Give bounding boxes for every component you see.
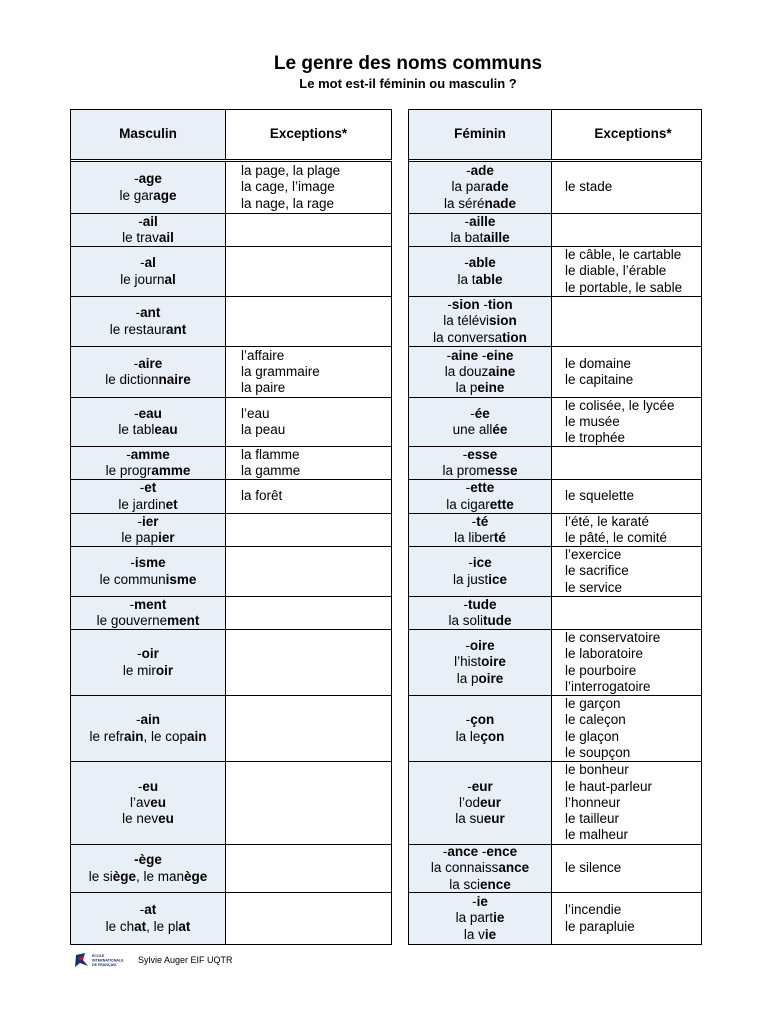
suffix-line: la parade bbox=[451, 179, 509, 195]
suffix-line: la justice bbox=[452, 571, 508, 587]
exception-line: le garçon bbox=[565, 696, 621, 712]
table-row bbox=[409, 597, 702, 630]
suffix-line: le journal bbox=[120, 271, 176, 287]
suffix-cell bbox=[71, 247, 226, 296]
exception-line: le service bbox=[565, 579, 623, 595]
suffix-line: -esse bbox=[462, 447, 498, 462]
table-row bbox=[409, 214, 702, 247]
exception-line: le glaçon bbox=[565, 728, 620, 744]
exceptions-cell bbox=[552, 762, 702, 844]
page-subtitle: Le mot est-il féminin ou masculin ? bbox=[299, 76, 517, 91]
suffix-cell bbox=[71, 214, 226, 246]
suffix-line: la cigarette bbox=[446, 496, 514, 512]
exceptions-cell bbox=[226, 845, 392, 892]
suffix-cell bbox=[409, 845, 552, 892]
table-row bbox=[409, 547, 702, 597]
suffix-line: -ier bbox=[137, 514, 159, 529]
exceptions-cell bbox=[226, 447, 392, 479]
table-row bbox=[71, 547, 392, 597]
suffix-cell bbox=[71, 398, 226, 446]
exception-line: l’incendie bbox=[565, 902, 622, 918]
masculin-table bbox=[70, 109, 392, 945]
suffix-line: le garage bbox=[119, 187, 177, 203]
exceptions-cell bbox=[552, 597, 702, 629]
suffix-line: -oire bbox=[465, 638, 495, 654]
exception-line: l’eau bbox=[241, 405, 270, 421]
table-row bbox=[409, 162, 702, 214]
suffix-line: -eu bbox=[137, 778, 159, 794]
exception-line: la flamme bbox=[241, 447, 300, 462]
suffix-cell bbox=[409, 297, 552, 346]
feminin-table bbox=[408, 109, 702, 945]
suffix-line: -age bbox=[134, 171, 162, 187]
suffix-line: l’histoire bbox=[454, 654, 506, 670]
table-row bbox=[409, 297, 702, 347]
exception-line: la peau bbox=[241, 422, 286, 437]
exceptions-cell bbox=[226, 514, 392, 546]
exception-line: l’été, le karaté bbox=[565, 514, 650, 529]
table-header-row bbox=[409, 110, 702, 162]
exceptions-cell bbox=[552, 162, 702, 213]
suffix-line: -ée bbox=[470, 405, 490, 421]
suffix-line: -tude bbox=[463, 597, 497, 612]
exceptions-cell bbox=[226, 547, 392, 596]
table-row bbox=[409, 696, 702, 762]
exceptions-cell bbox=[226, 247, 392, 296]
exception-line: la paire bbox=[241, 380, 286, 396]
suffix-line: le travail bbox=[122, 230, 174, 245]
suffix-line: -al bbox=[140, 255, 156, 271]
suffix-line: -ain bbox=[135, 712, 160, 728]
exception-line: le squelette bbox=[565, 488, 635, 504]
suffix-cell bbox=[409, 398, 552, 446]
exceptions-cell bbox=[552, 347, 702, 397]
suffix-line: -ance -ence bbox=[442, 845, 518, 860]
table-header-row bbox=[71, 110, 392, 162]
suffix-line: -aine -eine bbox=[446, 347, 514, 363]
suffix-line: la vie bbox=[463, 926, 497, 942]
table-row bbox=[409, 762, 702, 845]
exception-line: l’honneur bbox=[565, 794, 621, 810]
exception-line: le trophée bbox=[565, 430, 626, 446]
suffix-line: la peine bbox=[455, 380, 505, 396]
suffix-line: la télévision bbox=[443, 313, 517, 329]
exception-line: le pourboire bbox=[565, 662, 637, 678]
table-row bbox=[71, 297, 392, 347]
suffix-line: la connaissance bbox=[430, 860, 530, 876]
suffix-cell bbox=[409, 514, 552, 546]
exceptions-cell bbox=[552, 447, 702, 479]
suffix-cell bbox=[71, 162, 226, 213]
exception-line: le domaine bbox=[565, 355, 632, 371]
suffix-line: -aire bbox=[133, 355, 163, 371]
table-row bbox=[71, 893, 392, 945]
suffix-line: la sueur bbox=[455, 811, 505, 827]
exception-line: le diable, l’érable bbox=[565, 263, 667, 279]
header-masculin: Masculin bbox=[71, 110, 226, 159]
exceptions-cell bbox=[552, 214, 702, 246]
exception-line: la page, la plage bbox=[241, 163, 341, 179]
table-row bbox=[409, 630, 702, 696]
exception-line: le câble, le cartable bbox=[565, 247, 682, 263]
table-row bbox=[71, 696, 392, 762]
suffix-line: -oir bbox=[137, 646, 159, 662]
suffix-cell bbox=[71, 514, 226, 546]
suffix-line: le refrain, le copain bbox=[89, 728, 207, 744]
exception-line: le silence bbox=[565, 860, 622, 876]
suffix-line: le communisme bbox=[99, 571, 197, 587]
suffix-cell bbox=[409, 893, 552, 944]
suffix-line: le restaurant bbox=[109, 321, 187, 337]
exceptions-cell bbox=[552, 398, 702, 446]
suffix-cell bbox=[409, 347, 552, 397]
suffix-cell bbox=[71, 630, 226, 695]
exception-line: le conservatoire bbox=[565, 630, 661, 646]
footer bbox=[74, 951, 233, 969]
suffix-cell bbox=[71, 347, 226, 397]
suffix-line: la poire bbox=[456, 670, 504, 686]
suffix-line: la liberté bbox=[454, 530, 506, 545]
table-row bbox=[409, 893, 702, 945]
table-row bbox=[71, 347, 392, 398]
exception-line: le malheur bbox=[565, 827, 629, 843]
suffix-cell bbox=[71, 447, 226, 479]
suffix-cell bbox=[71, 297, 226, 346]
table-row bbox=[409, 845, 702, 893]
suffix-line: -et bbox=[139, 480, 157, 496]
suffix-line: -ment bbox=[129, 597, 167, 612]
logo-line: INTERNATIONALE bbox=[92, 958, 124, 963]
header-exceptions: Exceptions* bbox=[552, 110, 702, 159]
suffix-line: le tableau bbox=[118, 422, 178, 437]
suffix-line: -ie bbox=[472, 894, 488, 910]
exception-line: le caleçon bbox=[565, 712, 626, 728]
table-row bbox=[409, 447, 702, 480]
suffix-line: la bataille bbox=[450, 230, 510, 245]
suffix-line: le neveu bbox=[122, 811, 174, 827]
table-row bbox=[71, 447, 392, 480]
exceptions-cell bbox=[226, 762, 392, 844]
suffix-line: -aille bbox=[464, 214, 496, 229]
exceptions-cell bbox=[226, 347, 392, 397]
exception-line: la gamme bbox=[241, 463, 301, 478]
exceptions-cell bbox=[226, 630, 392, 695]
suffix-line: -ail bbox=[138, 214, 158, 229]
exception-line: l’interrogatoire bbox=[565, 678, 651, 694]
suffix-line: le siège, le manège bbox=[88, 868, 208, 884]
suffix-line: le gouvernement bbox=[96, 613, 200, 628]
table-row bbox=[71, 514, 392, 547]
suffix-line: -sion -tion bbox=[447, 297, 513, 313]
suffix-line: -ice bbox=[468, 555, 492, 571]
exceptions-cell bbox=[552, 893, 702, 944]
suffix-cell bbox=[71, 762, 226, 844]
suffix-line: -eur bbox=[467, 778, 493, 794]
exceptions-cell bbox=[226, 480, 392, 513]
exception-line: le haut-parleur bbox=[565, 778, 653, 794]
suffix-line: -ant bbox=[135, 305, 161, 321]
exceptions-cell bbox=[552, 480, 702, 513]
suffix-line: l’aveu bbox=[129, 794, 167, 810]
table-row bbox=[71, 480, 392, 514]
table-row bbox=[409, 398, 702, 447]
table-row bbox=[409, 480, 702, 514]
suffix-line: -ette bbox=[465, 480, 495, 496]
suffix-line: le papier bbox=[121, 530, 175, 545]
suffix-line: -ade bbox=[466, 163, 494, 179]
table-row bbox=[71, 845, 392, 893]
logo-line: DE FRANÇAIS bbox=[92, 963, 117, 967]
exceptions-cell bbox=[226, 214, 392, 246]
exceptions-cell bbox=[552, 547, 702, 596]
suffix-cell bbox=[409, 162, 552, 213]
suffix-line: -amme bbox=[126, 447, 170, 462]
exceptions-cell bbox=[552, 845, 702, 892]
suffix-line: -able bbox=[464, 255, 496, 271]
exceptions-cell bbox=[552, 696, 702, 761]
suffix-cell bbox=[71, 845, 226, 892]
header-exceptions: Exceptions* bbox=[226, 110, 392, 159]
exceptions-cell bbox=[552, 297, 702, 346]
suffix-cell bbox=[409, 630, 552, 695]
suffix-line: le dictionnaire bbox=[105, 372, 191, 387]
suffix-line: la conversation bbox=[433, 329, 527, 345]
table-row bbox=[71, 162, 392, 214]
suffix-cell bbox=[71, 480, 226, 513]
eif-logo-icon bbox=[74, 951, 130, 969]
suffix-line: la science bbox=[449, 876, 511, 892]
exception-line: le bonheur bbox=[565, 762, 629, 778]
suffix-line: la table bbox=[457, 271, 503, 287]
suffix-cell bbox=[409, 214, 552, 246]
exception-line: la forêt bbox=[241, 488, 283, 504]
exceptions-cell bbox=[226, 696, 392, 761]
suffix-line: le chat, le plat bbox=[105, 918, 191, 934]
exceptions-cell bbox=[226, 297, 392, 346]
exception-line: la nage, la rage bbox=[241, 195, 335, 211]
suffix-line: -eau bbox=[134, 405, 162, 421]
exceptions-cell bbox=[552, 514, 702, 546]
page-title: Le genre des noms communs bbox=[273, 53, 543, 74]
suffix-cell bbox=[409, 696, 552, 761]
exception-line: le colisée, le lycée bbox=[565, 398, 675, 413]
suffix-cell bbox=[409, 247, 552, 296]
suffix-line: -ège bbox=[134, 852, 162, 868]
suffix-line: -at bbox=[139, 902, 157, 918]
suffix-line: la sérénade bbox=[443, 195, 517, 211]
exception-line: l’exercice bbox=[565, 547, 622, 563]
footer-credit: Sylvie Auger EIF UQTR bbox=[138, 955, 233, 965]
suffix-cell bbox=[409, 480, 552, 513]
suffix-line: le jardinet bbox=[118, 496, 178, 512]
suffix-line: la promesse bbox=[442, 463, 518, 478]
table-row bbox=[409, 514, 702, 547]
exception-line: la grammaire bbox=[241, 363, 320, 379]
exceptions-cell bbox=[226, 893, 392, 944]
suffix-line: la solitude bbox=[448, 613, 512, 628]
logo-line: ÉCOLE bbox=[92, 954, 105, 958]
exception-line: le pâté, le comité bbox=[565, 530, 668, 545]
suffix-cell bbox=[71, 696, 226, 761]
table-row bbox=[71, 247, 392, 297]
exception-line: le portable, le sable bbox=[565, 279, 683, 295]
header-feminin: Féminin bbox=[409, 110, 552, 159]
suffix-cell bbox=[409, 597, 552, 629]
exceptions-cell bbox=[226, 162, 392, 213]
exceptions-cell bbox=[226, 398, 392, 446]
suffix-cell bbox=[409, 447, 552, 479]
suffix-cell bbox=[409, 547, 552, 596]
exceptions-cell bbox=[552, 630, 702, 695]
table-row bbox=[409, 347, 702, 398]
table-row bbox=[71, 398, 392, 447]
suffix-line: la leçon bbox=[455, 728, 505, 744]
suffix-line: le programme bbox=[105, 463, 191, 478]
suffix-line: une allée bbox=[452, 422, 508, 437]
exception-line: le laboratoire bbox=[565, 646, 644, 662]
exception-line: le soupçon bbox=[565, 744, 631, 760]
exception-line: l’affaire bbox=[241, 347, 285, 363]
suffix-cell bbox=[409, 762, 552, 844]
exception-line: le parapluie bbox=[565, 918, 635, 934]
table-row bbox=[71, 762, 392, 845]
exception-line: le sacrifice bbox=[565, 563, 629, 579]
suffix-line: -té bbox=[471, 514, 489, 529]
exception-line: la cage, l’image bbox=[241, 179, 335, 195]
table-row bbox=[71, 630, 392, 696]
suffix-line: l’odeur bbox=[458, 794, 502, 810]
table-row bbox=[71, 597, 392, 630]
suffix-line: la partie bbox=[455, 910, 505, 926]
exception-line: le stade bbox=[565, 179, 613, 195]
exceptions-cell bbox=[226, 597, 392, 629]
table-row bbox=[71, 214, 392, 247]
exception-line: le musée bbox=[565, 413, 620, 429]
table-row bbox=[409, 247, 702, 297]
suffix-line: -isme bbox=[130, 555, 166, 571]
suffix-cell bbox=[71, 893, 226, 944]
exception-line: le tailleur bbox=[565, 811, 620, 827]
exception-line: le capitaine bbox=[565, 372, 634, 387]
suffix-line: la douzaine bbox=[444, 363, 516, 379]
suffix-line: le miroir bbox=[122, 662, 174, 678]
exceptions-cell bbox=[552, 247, 702, 296]
suffix-line: -çon bbox=[465, 712, 495, 728]
suffix-cell bbox=[71, 597, 226, 629]
suffix-cell bbox=[71, 547, 226, 596]
